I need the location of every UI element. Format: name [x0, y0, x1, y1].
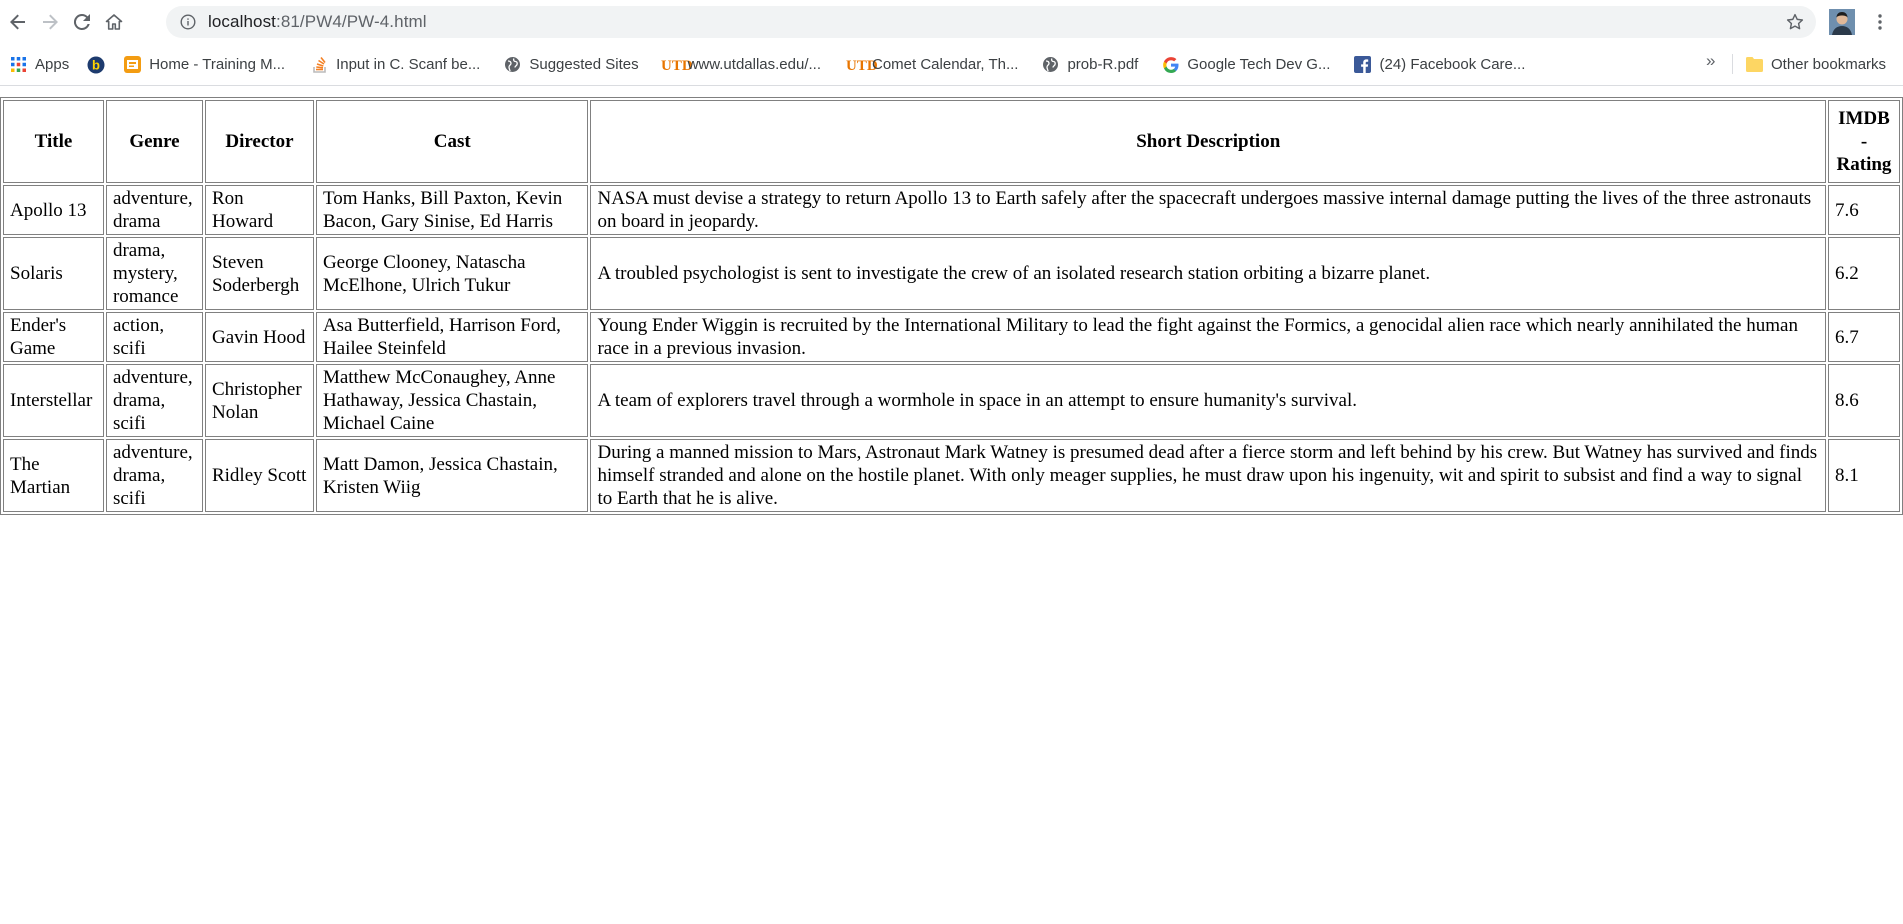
globe-icon — [504, 56, 521, 73]
cell-cast: Matthew McConaughey, Anne Hathaway, Jessica Chastain, Michael Caine — [316, 364, 589, 437]
cell-director: Steven Soderbergh — [205, 237, 314, 310]
cell-title: Interstellar — [3, 364, 104, 437]
bookmark-star-icon[interactable] — [1786, 13, 1804, 31]
facebook-icon — [1354, 56, 1371, 73]
svg-text:UTD: UTD — [661, 58, 693, 74]
cell-cast: Tom Hanks, Bill Paxton, Kevin Bacon, Gary Sinise, Ed Harris — [316, 185, 589, 235]
bookmark-prob-r-pdf[interactable] — [1036, 51, 1144, 79]
browser-chrome — [0, 0, 1903, 86]
avatar-icon — [1829, 9, 1855, 35]
bookmark-label: (24) Facebook Care... — [1379, 56, 1526, 73]
google-icon — [1162, 56, 1179, 73]
movies-table — [0, 97, 1903, 515]
cell-genre: adventure, drama — [106, 185, 203, 235]
cell-rating: 6.7 — [1828, 312, 1900, 362]
table-row — [3, 185, 1900, 235]
b-logo-icon — [87, 56, 104, 73]
folder-icon — [1746, 56, 1763, 73]
apps-grid-icon — [10, 56, 27, 73]
cell-title: Solaris — [3, 237, 104, 310]
more-bookmarks-chevron[interactable]: » — [1706, 51, 1716, 70]
forward-button[interactable] — [34, 6, 66, 38]
cell-rating: 6.2 — [1828, 237, 1900, 310]
url-host: localhost — [208, 12, 276, 31]
info-icon — [180, 14, 196, 30]
bookmark-label: Google Tech Dev G... — [1187, 56, 1331, 73]
bookmark-label: prob-R.pdf — [1067, 56, 1139, 73]
cell-title: Apollo 13 — [3, 185, 104, 235]
training-icon — [124, 56, 141, 73]
stackoverflow-icon — [311, 56, 328, 73]
table-row — [3, 312, 1900, 362]
arrow-left-icon — [9, 13, 27, 31]
table-row — [3, 439, 1900, 512]
cell-rating: 7.6 — [1828, 185, 1900, 235]
reload-button[interactable] — [66, 6, 98, 38]
bookmark-label: Other bookmarks — [1771, 55, 1887, 73]
bookmark-label: Suggested Sites — [529, 56, 639, 73]
bookmark-google-tech-dev[interactable] — [1156, 51, 1336, 79]
header-short-description: Short Description — [590, 100, 1825, 183]
svg-text:UTD: UTD — [845, 58, 878, 74]
back-button[interactable] — [2, 6, 34, 38]
cell-director: Ron Howard — [205, 185, 314, 235]
cell-description: A troubled psychologist is sent to investigate the crew of an isolated research station orbiting a bizarre planet. — [590, 237, 1825, 310]
cell-cast: Matt Damon, Jessica Chastain, Kristen Wiig — [316, 439, 589, 512]
home-icon — [105, 13, 123, 31]
utd-icon — [661, 56, 693, 74]
reload-icon — [73, 13, 91, 31]
cell-genre: adventure, drama, scifi — [106, 439, 203, 512]
bookmark-facebook-careers[interactable] — [1348, 51, 1531, 79]
cell-genre: drama, mystery, romance — [106, 237, 203, 310]
home-button[interactable] — [98, 6, 130, 38]
cell-genre: action, scifi — [106, 312, 203, 362]
cell-director: Christopher Nolan — [205, 364, 314, 437]
header-cast: Cast — [316, 100, 589, 183]
bookmark-stackoverflow[interactable] — [305, 51, 486, 79]
globe-icon — [1042, 56, 1059, 73]
cell-description: NASA must devise a strategy to return Apollo 13 to Earth safely after the spacecraft undergoes massive internal damage putting the lives of the three astronauts on board in jeopardy. — [590, 185, 1825, 235]
browser-menu-button[interactable] — [1868, 8, 1892, 36]
bookmark-utdallas[interactable] — [657, 51, 827, 79]
bookmark-training[interactable] — [118, 51, 291, 79]
page-content — [0, 97, 1903, 515]
address-bar[interactable] — [166, 6, 1816, 38]
cell-rating: 8.6 — [1828, 364, 1900, 437]
cell-description: Young Ender Wiggin is recruited by the International Military to lead the fight against the Formics, a genocidal alien race which nearly annihilated the human race in a previous invasion. — [590, 312, 1825, 362]
header-title: Title — [3, 100, 104, 183]
bookmark-b-site[interactable] — [81, 51, 110, 79]
profile-avatar[interactable] — [1829, 9, 1855, 35]
cell-description: A team of explorers travel through a wormhole in space in an attempt to ensure humanity's survival. — [590, 364, 1825, 437]
header-imdb-rating: IMDB - Rating — [1828, 100, 1900, 183]
bookmarks-divider — [1732, 54, 1733, 74]
cell-genre: adventure, drama, scifi — [106, 364, 203, 437]
bookmark-comet-calendar[interactable] — [841, 51, 1024, 79]
bookmark-label: Input in C. Scanf be... — [336, 56, 481, 73]
cell-cast: George Clooney, Natascha McElhone, Ulrich Tukur — [316, 237, 589, 310]
browser-toolbar — [0, 0, 1903, 44]
bookmark-label: Comet Calendar, Th... — [872, 56, 1019, 73]
bookmark-other-bookmarks[interactable] — [1740, 50, 1892, 78]
cell-cast: Asa Butterfield, Harrison Ford, Hailee Steinfeld — [316, 312, 589, 362]
table-row — [3, 237, 1900, 310]
more-vert-icon — [1878, 14, 1882, 30]
bookmark-label: www.utdallas.edu/... — [687, 56, 821, 73]
cell-description: During a manned mission to Mars, Astronaut Mark Watney is presumed dead after a fierce storm and left behind by his crew. But Watney has survived and finds himself stranded and alone on the hostile planet. With only meager supplies, he must draw upon his ingenuity, wit and spirit to subsist and find a way to signal to Earth that he is alive. — [590, 439, 1825, 512]
table-row — [3, 364, 1900, 437]
arrow-right-icon — [41, 13, 59, 31]
url-text — [208, 12, 427, 32]
svg-text:b: b — [91, 57, 100, 72]
bookmark-label: Home - Training M... — [149, 56, 286, 73]
utd-icon — [845, 56, 878, 74]
table-header-row — [3, 100, 1900, 183]
bookmark-apps[interactable] — [4, 51, 75, 79]
bookmarks-bar — [0, 44, 1903, 85]
cell-title: The Martian — [3, 439, 104, 512]
cell-director: Ridley Scott — [205, 439, 314, 512]
bookmark-suggested-sites[interactable] — [498, 51, 644, 79]
url-path: :81/PW4/PW-4.html — [276, 12, 427, 31]
header-director: Director — [205, 100, 314, 183]
cell-title: Ender's Game — [3, 312, 104, 362]
cell-rating: 8.1 — [1828, 439, 1900, 512]
bookmark-label: Apps — [35, 56, 70, 73]
header-genre: Genre — [106, 100, 203, 183]
cell-director: Gavin Hood — [205, 312, 314, 362]
